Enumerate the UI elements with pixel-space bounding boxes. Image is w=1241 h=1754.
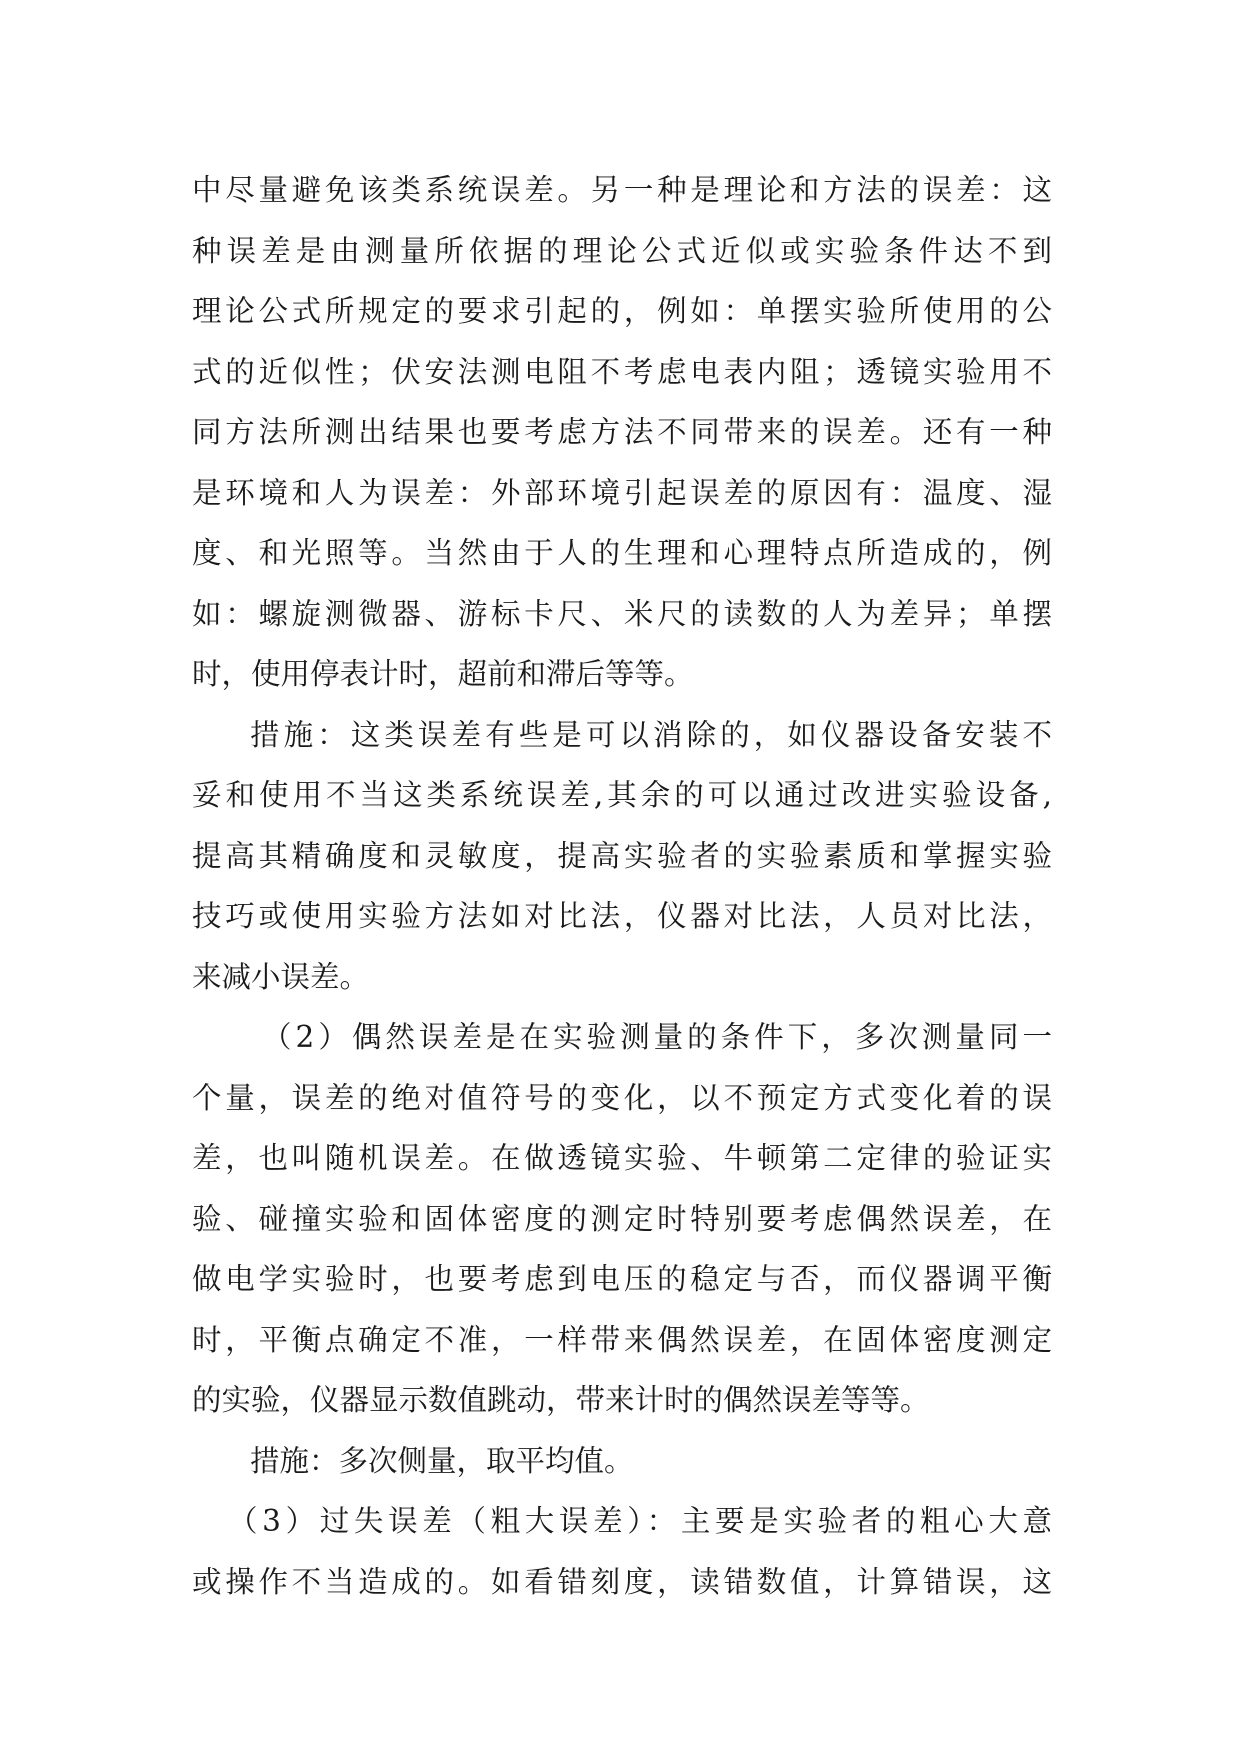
text-line: 同方法所测出结果也要考虑方法不同带来的误差。还有一种 [192,415,1052,449]
text-line: 差，也叫随机误差。在做透镜实验、牛顿第二定律的验证实 [192,1141,1052,1175]
text-line: 时，平衡点确定不准，一样带来偶然误差，在固体密度测定 [192,1322,1052,1357]
text-line: 来减小误差。 [192,959,370,994]
text-line: 提高其精确度和灵敏度，提高实验者的实验素质和掌握实验 [192,838,1052,873]
text-line: 时，使用停表计时，超前和滞后等等。 [192,657,694,691]
text-line: 式的近似性；伏安法测电阻不考虑电表内阻；透镜实验用不 [192,354,1052,389]
text-line: 技巧或使用实验方法如对比法，仪器对比法，人员对比法， [192,899,1052,933]
text-line: 验、碰撞实验和固体密度的测定时特别要考虑偶然误差，在 [192,1201,1052,1236]
text-line: 是环境和人为误差：外部环境引起误差的原因有：温度、湿 [192,475,1052,510]
text-line: 如：螺旋测微器、游标卡尺、米尺的读数的人为差异；单摆 [192,596,1052,631]
text-line: 理论公式所规定的要求引起的，例如：单摆实验所使用的公 [192,294,1052,328]
paragraph-random-error-first-line: （2）偶然误差是在实验测量的条件下，多次测量同一 [262,1020,1052,1054]
text-line: 个量，误差的绝对值符号的变化，以不预定方式变化着的误 [192,1080,1052,1115]
paragraph-measures-2: 措施：多次侧量，取平均值。 [250,1443,634,1478]
paragraph-measures-1-first-line: 措施：这类误差有些是可以消除的，如仪器设备安装不 [250,717,1052,752]
text-line: 做电学实验时，也要考虑到电压的稳定与否，而仪器调平衡 [192,1262,1052,1296]
text-line: 中尽量避免该类系统误差。另一种是理论和方法的误差：这 [192,173,1052,207]
body-text [192,160,1052,1612]
text-line: 种误差是由测量所依据的理论公式近似或实验条件达不到 [192,233,1052,268]
text-line: 或操作不当造成的。如看错刻度，读错数值，计算错误，这 [192,1564,1052,1599]
text-line: 度、和光照等。当然由于人的生理和心理特点所造成的，例 [192,536,1052,570]
text-line: 妥和使用不当这类系统误差,其余的可以通过改进实验设备, [192,778,1052,812]
paragraph-gross-error-first-line: （3）过失误差（粗大误差）：主要是实验者的粗心大意 [228,1504,1052,1538]
text-line: 的实验，仪器显示数值跳动，带来计时的偶然误差等等。 [192,1383,930,1417]
